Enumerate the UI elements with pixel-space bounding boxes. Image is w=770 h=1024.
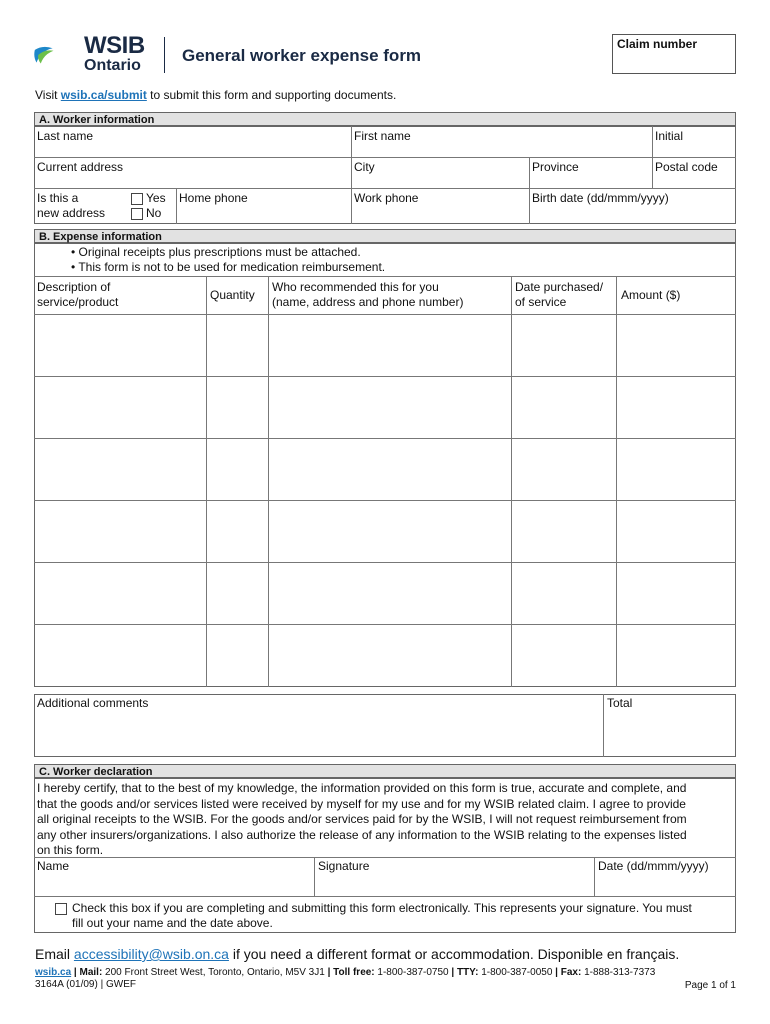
col-quantity: Quantity [210, 288, 255, 302]
declaration-line-5: on this form. [37, 843, 104, 857]
col-who-2: (name, address and phone number) [272, 295, 464, 309]
col-description-2: service/product [37, 295, 119, 309]
col-divider [652, 126, 653, 188]
electronic-signature-checkbox[interactable] [55, 903, 67, 915]
col-who-1: Who recommended this for you [272, 280, 439, 294]
col-divider [176, 188, 177, 224]
accessibility-email-link[interactable]: accessibility@wsib.on.ca [73, 946, 229, 962]
row-divider [34, 857, 736, 858]
sep: | [71, 967, 80, 978]
expense-row-2[interactable] [35, 377, 735, 438]
bullet-receipts: • Original receipts plus prescriptions must be attached. [71, 245, 361, 259]
work-phone-field[interactable]: Work phone [354, 191, 419, 205]
claim-number-label: Claim number [617, 37, 698, 51]
expense-row-1[interactable] [35, 315, 735, 376]
first-name-field[interactable]: First name [354, 129, 411, 143]
row-divider [34, 276, 736, 277]
col-date-1: Date purchased/ [515, 280, 604, 294]
signature-field[interactable]: Signature [318, 859, 370, 873]
bullet-medication: • This form is not to be used for medication reimbursement. [71, 260, 386, 274]
email-suffix: if you need a different format or accommodation. Disponible en français. [228, 946, 680, 962]
col-divider [314, 857, 315, 896]
declaration-date-field[interactable]: Date (dd/mmm/yyyy) [598, 859, 709, 873]
col-divider [594, 857, 595, 896]
yes-label: Yes [146, 191, 166, 205]
section-b-heading: B. Expense information [34, 229, 736, 243]
new-address-no-checkbox[interactable] [131, 208, 143, 220]
tty-label: TTY: [456, 967, 479, 978]
initial-field[interactable]: Initial [655, 129, 684, 143]
row-divider [34, 896, 736, 897]
last-name-field[interactable]: Last name [37, 129, 94, 143]
sep: | [448, 967, 457, 978]
name-field[interactable]: Name [37, 859, 70, 873]
mail-label: Mail: [79, 967, 103, 978]
logo-subtitle: Ontario [84, 57, 141, 74]
postal-code-field[interactable]: Postal code [655, 160, 718, 174]
contact-line [35, 967, 655, 978]
birth-date-field[interactable]: Birth date (dd/mmm/yyyy) [532, 191, 669, 205]
submit-link[interactable]: wsib.ca/submit [60, 88, 147, 102]
site-link[interactable]: wsib.ca [35, 967, 72, 978]
col-amount: Amount ($) [621, 288, 681, 302]
expense-row-3[interactable] [35, 439, 735, 500]
row-divider [34, 157, 736, 158]
declaration-line-1: I hereby certify, that to the best of my knowledge, the information provided on this form is true, accurate and complete, and [37, 781, 687, 795]
declaration-line-2: that the goods and/or services listed were received by myself for my use and for my WSIB related claim. I agree to provide [37, 796, 686, 811]
header-divider [164, 37, 165, 73]
col-date-2: of service [515, 295, 567, 309]
submit-instructions [35, 88, 396, 102]
fax-label: Fax: [560, 967, 582, 978]
expense-row-4[interactable] [35, 501, 735, 562]
mail-address: 200 Front Street West, Toronto, Ontario, M5V 3J1 [102, 967, 325, 978]
total-field[interactable]: Total [607, 696, 633, 710]
expense-row-5[interactable] [35, 563, 735, 624]
email-prefix: Email [35, 946, 74, 962]
tollfree-label: Toll free: [333, 967, 375, 978]
tty-number: 1-800-387-0050 [478, 967, 553, 978]
col-divider [351, 126, 352, 224]
accessibility-notice [35, 946, 679, 962]
col-description-1: Description of [37, 280, 111, 294]
section-c-heading: C. Worker declaration [34, 764, 736, 778]
col-divider [603, 694, 604, 757]
fax-number: 1-888-313-7373 [581, 967, 656, 978]
home-phone-field[interactable]: Home phone [179, 191, 248, 205]
col-divider [529, 157, 530, 224]
expense-row-6[interactable] [35, 625, 735, 686]
new-address-yes-checkbox[interactable] [131, 193, 143, 205]
no-label: No [146, 206, 162, 220]
new-address-question-1: Is this a [37, 191, 79, 205]
row-divider [34, 188, 736, 189]
section-a-heading: A. Worker information [34, 112, 736, 126]
new-address-question-2: new address [37, 206, 106, 220]
sep: | [552, 967, 561, 978]
esign-text-2: fill out your name and the date above. [72, 916, 273, 930]
intro-prefix: Visit [35, 88, 61, 102]
additional-comments-field[interactable]: Additional comments [37, 696, 149, 710]
esign-text-1: Check this box if you are completing and submitting this form electronically. This represents your signature. You must [72, 901, 692, 915]
sep: | [324, 967, 334, 978]
current-address-field[interactable]: Current address [37, 160, 124, 174]
intro-suffix: to submit this form and supporting documents. [146, 88, 397, 102]
province-field[interactable]: Province [532, 160, 579, 174]
declaration-line-4: any other insurers/organizations. I also authorize the release of any information to the WSIB relating to the expenses listed [37, 827, 687, 842]
declaration-line-3: all original receipts to the WSIB. For the goods and/or services paid for by the WSIB, I will not request reimbursement from [37, 812, 687, 826]
claim-number-field[interactable] [612, 34, 736, 74]
form-code: 3164A (01/09) | GWEF [35, 979, 136, 990]
tollfree-number: 1-800-387-0750 [374, 967, 449, 978]
logo-wordmark: WSIB [84, 32, 145, 59]
form-title: General worker expense form [182, 46, 422, 65]
city-field[interactable]: City [354, 160, 375, 174]
page-number: Page 1 of 1 [684, 980, 736, 991]
wsib-logo-mark [34, 33, 84, 77]
